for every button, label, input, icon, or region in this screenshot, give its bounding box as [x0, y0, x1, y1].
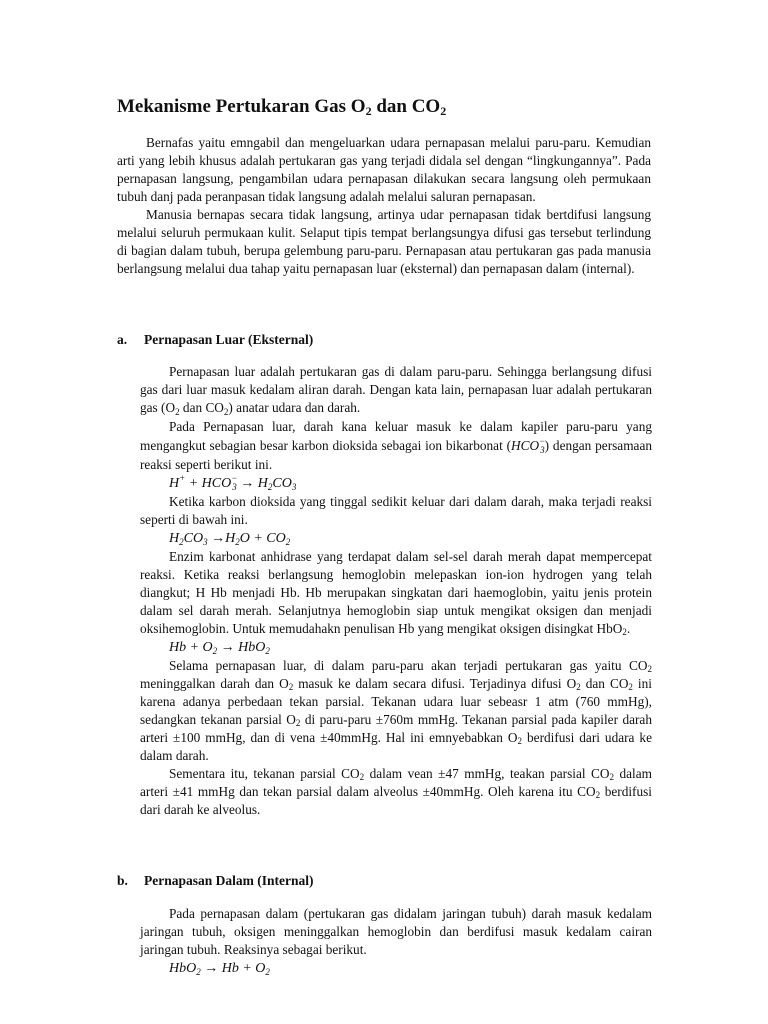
equation-1: $H^+ + HCO^-_3 \to H_2CO_3$	[169, 473, 297, 492]
section-a-paragraph-6: Sementara itu, tekanan parsial CO2 dalam vean ±47 mmHg, teakan parsial CO2 dalam arteri ±41 mmHg dan tekan parsial dalam alveolus ±40mmHg. Oleh karena itu CO2 berdifusi dari darah ke alveolus.	[140, 766, 652, 817]
section-b-body	[140, 905, 652, 978]
section-a-paragraph-2: Pada Pernapasan luar, darah kana keluar masuk ke dalam kapiler paru-paru yang mengangkut sebagian besar karbon dioksida sebagai ion bikarbonat $(HCO^-_3)$ dengan persamaan reaksi seperti berikut ini.	[140, 419, 652, 472]
section-a-paragraph-1: Pernapasan luar adalah pertukaran gas di dalam paru-paru. Sehingga berlangsung difusi gas dari luar masuk kedalam aliran darah. Dengan kata lain, pernapasan luar adalah pertukaran gas ($O_2$ dan $CO_2$) anatar udara dan darah.	[140, 364, 652, 417]
equation-2: $H_2CO_3 \to H_2O + CO_2$	[169, 531, 291, 547]
section-a-heading: a. Pernapasan Luar (Eksternal)	[117, 332, 314, 347]
section-a-paragraph-4: Enzim karbonat anhidrase yang terdapat dalam sel-sel darah merah dapat mempercepat reaksi. Ketika reaksi berlangsung hemoglobin melepaskan ion-ion hydrogen yang telah diangkut; H Hb menjadi Hb. Hb merupakan singkatan dari haemoglobin, yaitu jenis protein dalam sel darah merah. Selanjutnya hemoglobin siap untuk mengikat oksigen dan menjadi oksihemoglobin. Untuk memudahakn penulisan Hb yang mengikat oksigen disingkat HbO2.	[140, 549, 652, 637]
section-a-paragraph-5: Selama pernapasan luar, di dalam paru-paru akan terjadi pertukaran gas yaitu CO2 meninggalkan darah dan O2 masuk ke dalam secara difusi. Terjadinya difusi O2 dan CO2 ini karena adanya perbedaan tekan parsial. Tekanan udara luar sebeasr 1 atm (760 mmHg), sedangkan tekanan parsial O2 di paru-paru ±760m mmHg. Tekanan parsial pada kapiler darah arteri ±100 mmHg, dan di vena ±40mmHg. Hal ini emnyebabkan O2 berdifusi dari udara ke dalam darah.	[140, 658, 652, 763]
page-title: Mekanisme Pertukaran Gas $O_2$ dan $CO_2$	[117, 96, 447, 118]
equation-3: $Hb + O_2 \to HbO_2$	[169, 640, 270, 656]
section-a-body	[140, 363, 652, 819]
intro-section	[117, 134, 651, 278]
intro-paragraph-2: Manusia bernapas secara tidak langsung, artinya udar pernapasan tidak bertdifusi langsung melalui seluruh permukaan kulit. Selaput tipis tempat berlangsungya difusi gas tersebut terlindung di bagian dalam tubuh, berupa gelembung paru-paru. Pernapasan atau pertukaran gas pada manusia berlangsung melalui dua tahap yaitu pernapasan luar (eksternal) dan pernapasan dalam (internal).	[117, 207, 651, 276]
section-a-paragraph-3: Ketika karbon dioksida yang tinggal sedikit keluar dari dalam darah, maka terjadi reaksi seperti di bawah ini.	[140, 494, 652, 527]
bicarbonate-formula: $HCO^-_3$	[511, 436, 546, 455]
equation-4: $HbO_2 \to Hb + O_2$	[169, 961, 270, 977]
section-b-paragraph-1: Pada pernapasan dalam (pertukaran gas didalam jaringan tubuh) darah masuk kedalam jaringan tubuh, oksigen meninggalkan hemoglobin dan berdifusi masuk kedalam cairan jaringan tubuh. Reaksinya sebagai berikut.	[140, 906, 652, 957]
intro-paragraph-1: Bernafas yaitu emngabil dan mengeluarkan udara pernapasan melalui paru-paru. Kemudian arti yang lebih khusus adalah pertukaran gas yang terjadi didala sel dengan “lingkungannya”. Pada pernapasan langsung, pengambilan udara pernapasan dilakukan secara langsung oleh permukaan tubuh danj pada peranpasan tidak langsung adalah melalui saluran pernapasan.	[117, 135, 651, 204]
section-b-heading: b. Pernapasan Dalam (Internal)	[117, 873, 314, 888]
